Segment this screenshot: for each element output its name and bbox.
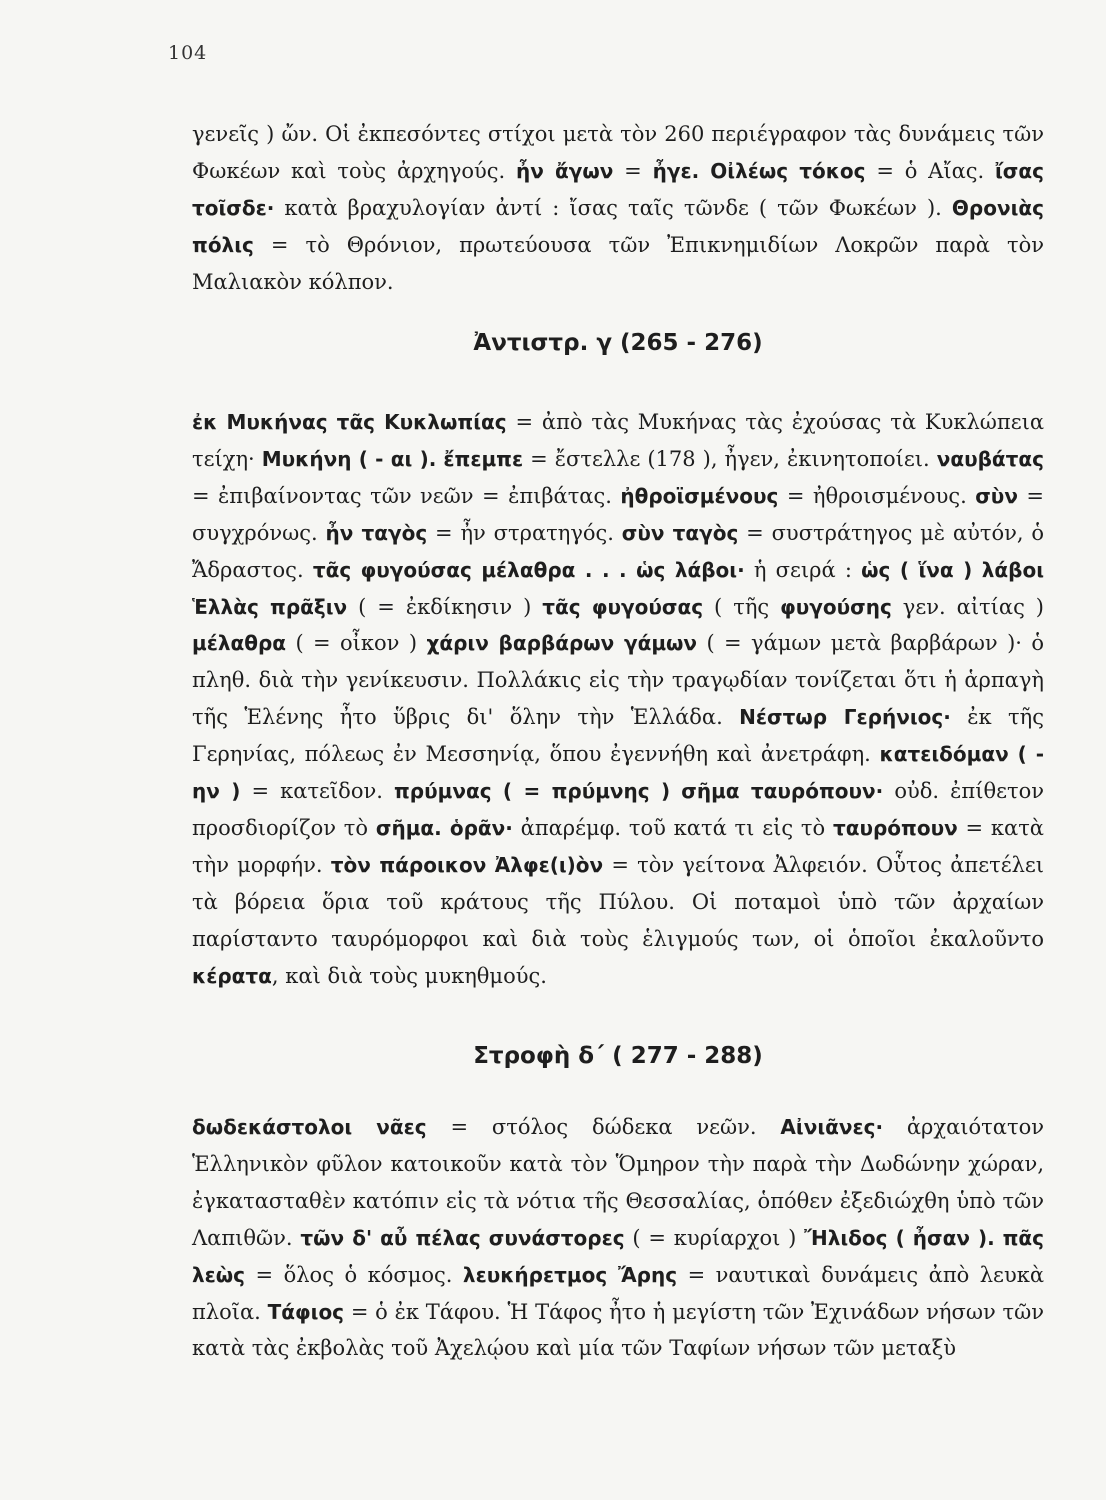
- lemma-term: ἦν ταγὸς: [325, 520, 428, 545]
- lemma-term: ἐκ Μυκήνας τᾶς Κυκλωπίας: [192, 410, 507, 434]
- lemma-term: σὺν: [975, 483, 1018, 508]
- lemma-term: κέρατα: [192, 963, 272, 988]
- commentary-section-1: [192, 116, 1044, 301]
- commentary-section-2: [192, 404, 1044, 995]
- lemma-term: ἴσας τοῖσδε·: [192, 158, 1044, 220]
- lemma-term: ὡς ( ἵνα ) λάβοι Ἑλλὰς πρᾶξιν: [192, 557, 1044, 619]
- lemma-term: φυγούσης: [780, 594, 892, 619]
- paragraph: δωδεκάστολοι νᾶες = στόλος δώδεκα νεῶν. Αἰνιᾶνες· ἀρχαιότατον Ἑλληνικὸν φῦλον κατοικοῦν κατὰ τὸν Ὅμηρον τὴν παρὰ τὴν Δωδώνην χώραν, ἐγκατασταθὲν κατόπιν εἰς τὰ νότια τῆς Θεσσαλίας, ὁπόθεν ἐξεδιώχθη ὑπὸ τῶν Λαπιθῶν. τῶν δ' αὖ πέλας συνάστορες ( = κυρίαρχοι ) Ἤλιδος ( ἦσαν ). πᾶς λεὼς = ὅλος ὁ κόσμος. λευκήρετμος Ἄρης = ναυτικαὶ δυνάμεις ἀπὸ λευκὰ πλοῖα. Τάφιος = ὁ ἐκ Τάφου. Ἡ Τάφος ἦτο ἡ μεγίστη τῶν Ἐχινάδων νήσων τῶν κατὰ τὰς ἐκβολὰς τοῦ Ἀχελῴου καὶ μία τῶν Ταφίων νήσων τῶν μεταξὺ: [192, 1115, 1045, 1361]
- lemma-term: κατειδόμαν ( - ην ): [192, 742, 1044, 804]
- lemma-term: δωδεκάστολοι νᾶες: [192, 1115, 427, 1139]
- lemma-term: Ἤλιδος ( ἦσαν ).: [804, 1225, 995, 1250]
- page-number: 104: [168, 42, 208, 64]
- lemma-term: Αἰνιᾶνες·: [780, 1115, 884, 1139]
- lemma-term: λευκήρετμος Ἄρης: [462, 1262, 678, 1287]
- lemma-term: σῆμα. ὁρᾶν·: [375, 815, 513, 840]
- section-heading-antistrophe: Ἀντιστρ. γ (265 - 276): [473, 330, 763, 356]
- commentary-section-3: [192, 1109, 1044, 1367]
- lemma-term: τῶν δ' αὖ πέλας συνάστορες: [300, 1225, 625, 1250]
- lemma-term: ταυρόπουν: [832, 815, 958, 840]
- lemma-term: σῆμα ταυρόπουν·: [681, 779, 884, 804]
- lemma-term: Θρονιὰς πόλις: [192, 195, 1044, 257]
- lemma-term: Νέστωρ Γερήνιος·: [739, 705, 951, 730]
- lemma-term: ναυβάτας: [936, 446, 1044, 471]
- lemma-term: ἠθροϊσμένους: [620, 483, 779, 508]
- lemma-term: σὺν ταγὸς: [621, 520, 739, 545]
- lemma-term: τὸν πάροικον Ἀλφε(ι)ὸν: [330, 852, 604, 877]
- lemma-term: ἦν ἄγων: [516, 158, 614, 183]
- lemma-term: πρύμνας ( = πρύμνης ): [393, 779, 671, 804]
- lemma-term: ἦγε. Οἰλέως τόκος: [652, 158, 866, 183]
- paragraph: ἐκ Μυκήνας τᾶς Κυκλωπίας = ἀπὸ τὰς Μυκήνας τὰς ἐχούσας τὰ Κυκλώπεια τείχη· Μυκήνη ( - αι ). ἔπεμπε = ἔστελλε (178 ), ἦγεν, ἐκινητοποίει. ναυβάτας = ἐπιβαίνοντας τῶν νεῶν = ἐπιβάτας. ἠθροϊσμένους = ἠθροισμένους. σὺν = συγχρόνως. ἦν ταγὸς = ἦν στρατηγός. σὺν ταγὸς = συστράτηγος μὲ αὐτόν, ὁ Ἄδραστος. τᾶς φυγούσας μέλαθρα . . . ὡς λάβοι· ἡ σειρά : ὡς ( ἵνα ) λάβοι Ἑλλὰς πρᾶξιν ( = ἐκδίκησιν ) τᾶς φυγούσας ( τῆς φυγούσης γεν. αἰτίας ) μέλαθρα ( = οἶκον ) χάριν βαρβάρων γάμων ( = γάμων μετὰ βαρβάρων )· ὁ πληθ. διὰ τὴν γενίκευσιν. Πολλάκις εἰς τὴν τραγῳδίαν τονίζεται ὅτι ἡ ἁρπαγὴ τῆς Ἑλένης ἦτο ὕβρις δι' ὅλην τὴν Ἑλλάδα. Νέστωρ Γερήνιος· ἐκ τῆς Γερηνίας, πόλεως ἐν Μεσσηνίᾳ, ὅπου ἐγεννήθη καὶ ἀνετράφη. κατειδόμαν ( - ην ) = κατεῖδον. πρύμνας ( = πρύμνης ) σῆμα ταυρόπουν· οὐδ. ἐπίθετον προσδιορίζον τὸ σῆμα. ὁρᾶν· ἀπαρέμφ. τοῦ κατά τι εἰς τὸ ταυρόπουν = κατὰ τὴν μορφήν. τὸν πάροικον Ἀλφε(ι)ὸν = τὸν γείτονα Ἀλφειόν. Οὗτος ἀπετέλει τὰ βόρεια ὅρια τοῦ κράτους τῆς Πύλου. Οἱ ποταμοὶ ὑπὸ τῶν ἀρχαίων παρίσταντο ταυρόμορφοι καὶ διὰ τοὺς ἑλιγμούς των, οἱ ὁποῖοι ἐκαλοῦντο κέρατα, καὶ διὰ τοὺς μυκηθμούς.: [192, 410, 1045, 988]
- lemma-term: πᾶς λεὼς: [192, 1225, 1044, 1287]
- lemma-term: Τάφιος: [267, 1299, 345, 1324]
- paragraph: γενεῖς ) ὤν. Οἱ ἐκπεσόντες στίχοι μετὰ τὸν 260 περιέγραφον τὰς δυνάμεις τῶν Φωκέων καὶ τοὺς ἀρχηγούς. ἦν ἄγων = ἦγε. Οἰλέως τόκος = ὁ Αἴας. ἴσας τοῖσδε· κατὰ βραχυλογίαν ἀντί : ἴσας ταῖς τῶνδε ( τῶν Φωκέων ). Θρονιὰς πόλις = τὸ Θρόνιον, πρωτεύουσα τῶν Ἐπικνημιδίων Λοκρῶν παρὰ τὸν Μαλιακὸν κόλπον.: [192, 122, 1044, 294]
- lemma-term: Μυκήνη ( - αι ).: [261, 446, 437, 471]
- lemma-term: μέλαθρα: [192, 631, 287, 656]
- section-heading-strophe: Στροφὴ δ΄ ( 277 - 288): [473, 1043, 763, 1069]
- lemma-term: ἔπεμπε: [443, 446, 524, 471]
- lemma-term: τᾶς φυγούσας: [542, 594, 704, 619]
- lemma-term: τᾶς φυγούσας μέλαθρα . . . ὡς λάβοι·: [312, 557, 745, 582]
- lemma-term: χάριν βαρβάρων γάμων: [426, 631, 698, 656]
